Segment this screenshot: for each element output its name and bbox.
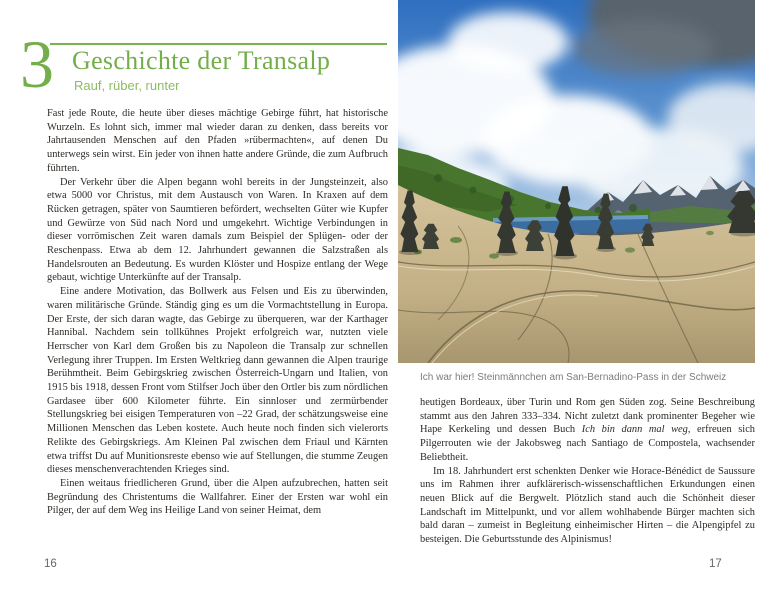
body-paragraph: Im 18. Jahrhundert erst schenkten Denker wie Horace-Bénédict de Saussure uns im Rahmen ihrer aufklärerisch-wissenschaftlichen Erkundungen einen neuen Blick auf die Bergwelt. Plötzlich stand auch die Schönheit dieser Landschaft im Mittelpunkt, und vor allem wohlhabende Bürger machten sich bald daran – zumeist in Begleitung einheimischer Hirten – die Alpengipfel zu besteigen. Die Geburtsstunde des Alpinismus! — [420, 465, 755, 546]
page-number-right: 17 — [709, 558, 722, 570]
chapter-rule — [50, 43, 387, 45]
body-paragraph: Der Verkehr über die Alpen begann wohl bereits in der Jungsteinzeit, also etwa 5000 vor Christus, mit dem Austausch von Waren. In Kraxen auf dem Rücken getragen, später von Saumtieren befördert, wechselten Güter wie Kupfer und Gewürze von Süd nach Nord und umgekehrt. Wichtige Verbindungen in dieser vorrömischen Zeit waren damals zum Beispiel der Splügen- oder der Reschenpass. Etwa ab dem 12. Jahrhundert gewannen die Salzstraßen als Handelsrouten an Bedeutung. Es wurden Klöster und Hospize entlang der Wege gebaut, wichtige Unterkünfte auf der Transalp. — [47, 176, 388, 284]
chapter-subtitle: Rauf, rüber, runter — [74, 78, 180, 93]
left-page-text — [47, 107, 388, 518]
body-paragraph — [420, 396, 755, 465]
right-page-text — [420, 396, 755, 547]
body-paragraph: Fast jede Route, die heute über dieses mächtige Gebirge führt, hat historische Wurzeln. Es lohnt sich, immer mal wieder daran zu denken, dass bereits vor Jahrtausenden Menschen auf den Pfaden »rübermachten«, auf denen Du unterwegs sein wirst. Ein jeder von ihnen hatte andere Gründe, die zum Aufbruch führten. — [47, 108, 388, 174]
chapter-number: 3 — [20, 26, 54, 102]
body-paragraph: Eine andere Motivation, das Bollwerk aus Felsen und Eis zu überwinden, waren militärische Gründe. Ständig ging es um die Vormachtstellung in Europa. Der Erste, der sich daran wagte, das Gebirge zu überqueren, war der Karthager Hannibal. Nachdem sein tollkühnes Projekt erfolgreich war, nutzten viele Herrscher von Karl dem Großen bis zu Napoleon die Transalp zur schnellen Verlegung ihrer Truppen. Im Ersten Weltkrieg dann gewannen die Alpen traurige Berühmtheit. Beim Gebirgskrieg zwischen Österreich-Ungarn und Italien, von 1915 bis 1918, dessen Front vom Stilfser Joch über den Ortler bis zum nördlichen Gardasee über 600 Kilometer führte. Ein sinnloser und zermürbender Stellungskrieg bei eisigen Temperaturen von –22 Grad, der schätzungsweise eine Millionen Menschen das Leben kostete. Auch heute noch finden sich vielerorts Relikte des Gebirgskriegs. Am Kleinen Pal zwischen dem Friaul und Kärnten etwa triffst Du auf Munitionsreste ebenso wie auf Stellungen, die stumme Zeugen dieses menschenverachtenden Krieges sind. — [47, 286, 388, 476]
paragraph-text: heutigen Bordeaux, über Turin und Rom gen Süden zog. Seine Beschreibung stammt aus den Jahren 333–334. Nicht zuletzt dank prominenter Begeher wie Hape Kerkeling und dessen Buch — [420, 397, 755, 436]
page-number-left: 16 — [44, 558, 57, 570]
book-title-italic: Ich bin dann mal weg — [581, 424, 688, 436]
photo-caption: Ich war hier! Steinmännchen am San-Bernadino-Pass in der Schweiz — [420, 372, 727, 383]
paragraph-text: , erfreuen sich Pilgerrouten wie der Jakobsweg nach Santiago de Compostela, wachsender Beliebtheit. — [420, 424, 756, 463]
photo-steinmaennchen — [398, 0, 755, 363]
chapter-title: Geschichte der Transalp — [72, 46, 331, 75]
body-paragraph: Einen weitaus friedlicheren Grund, über die Alpen aufzubrechen, hatten seit Begründung des Christentums die Wallfahrer. Einer der Ersten war wohl ein Pilger, der auf dem Weg ins Heilige Land von seiner Heimat, dem — [47, 477, 388, 517]
